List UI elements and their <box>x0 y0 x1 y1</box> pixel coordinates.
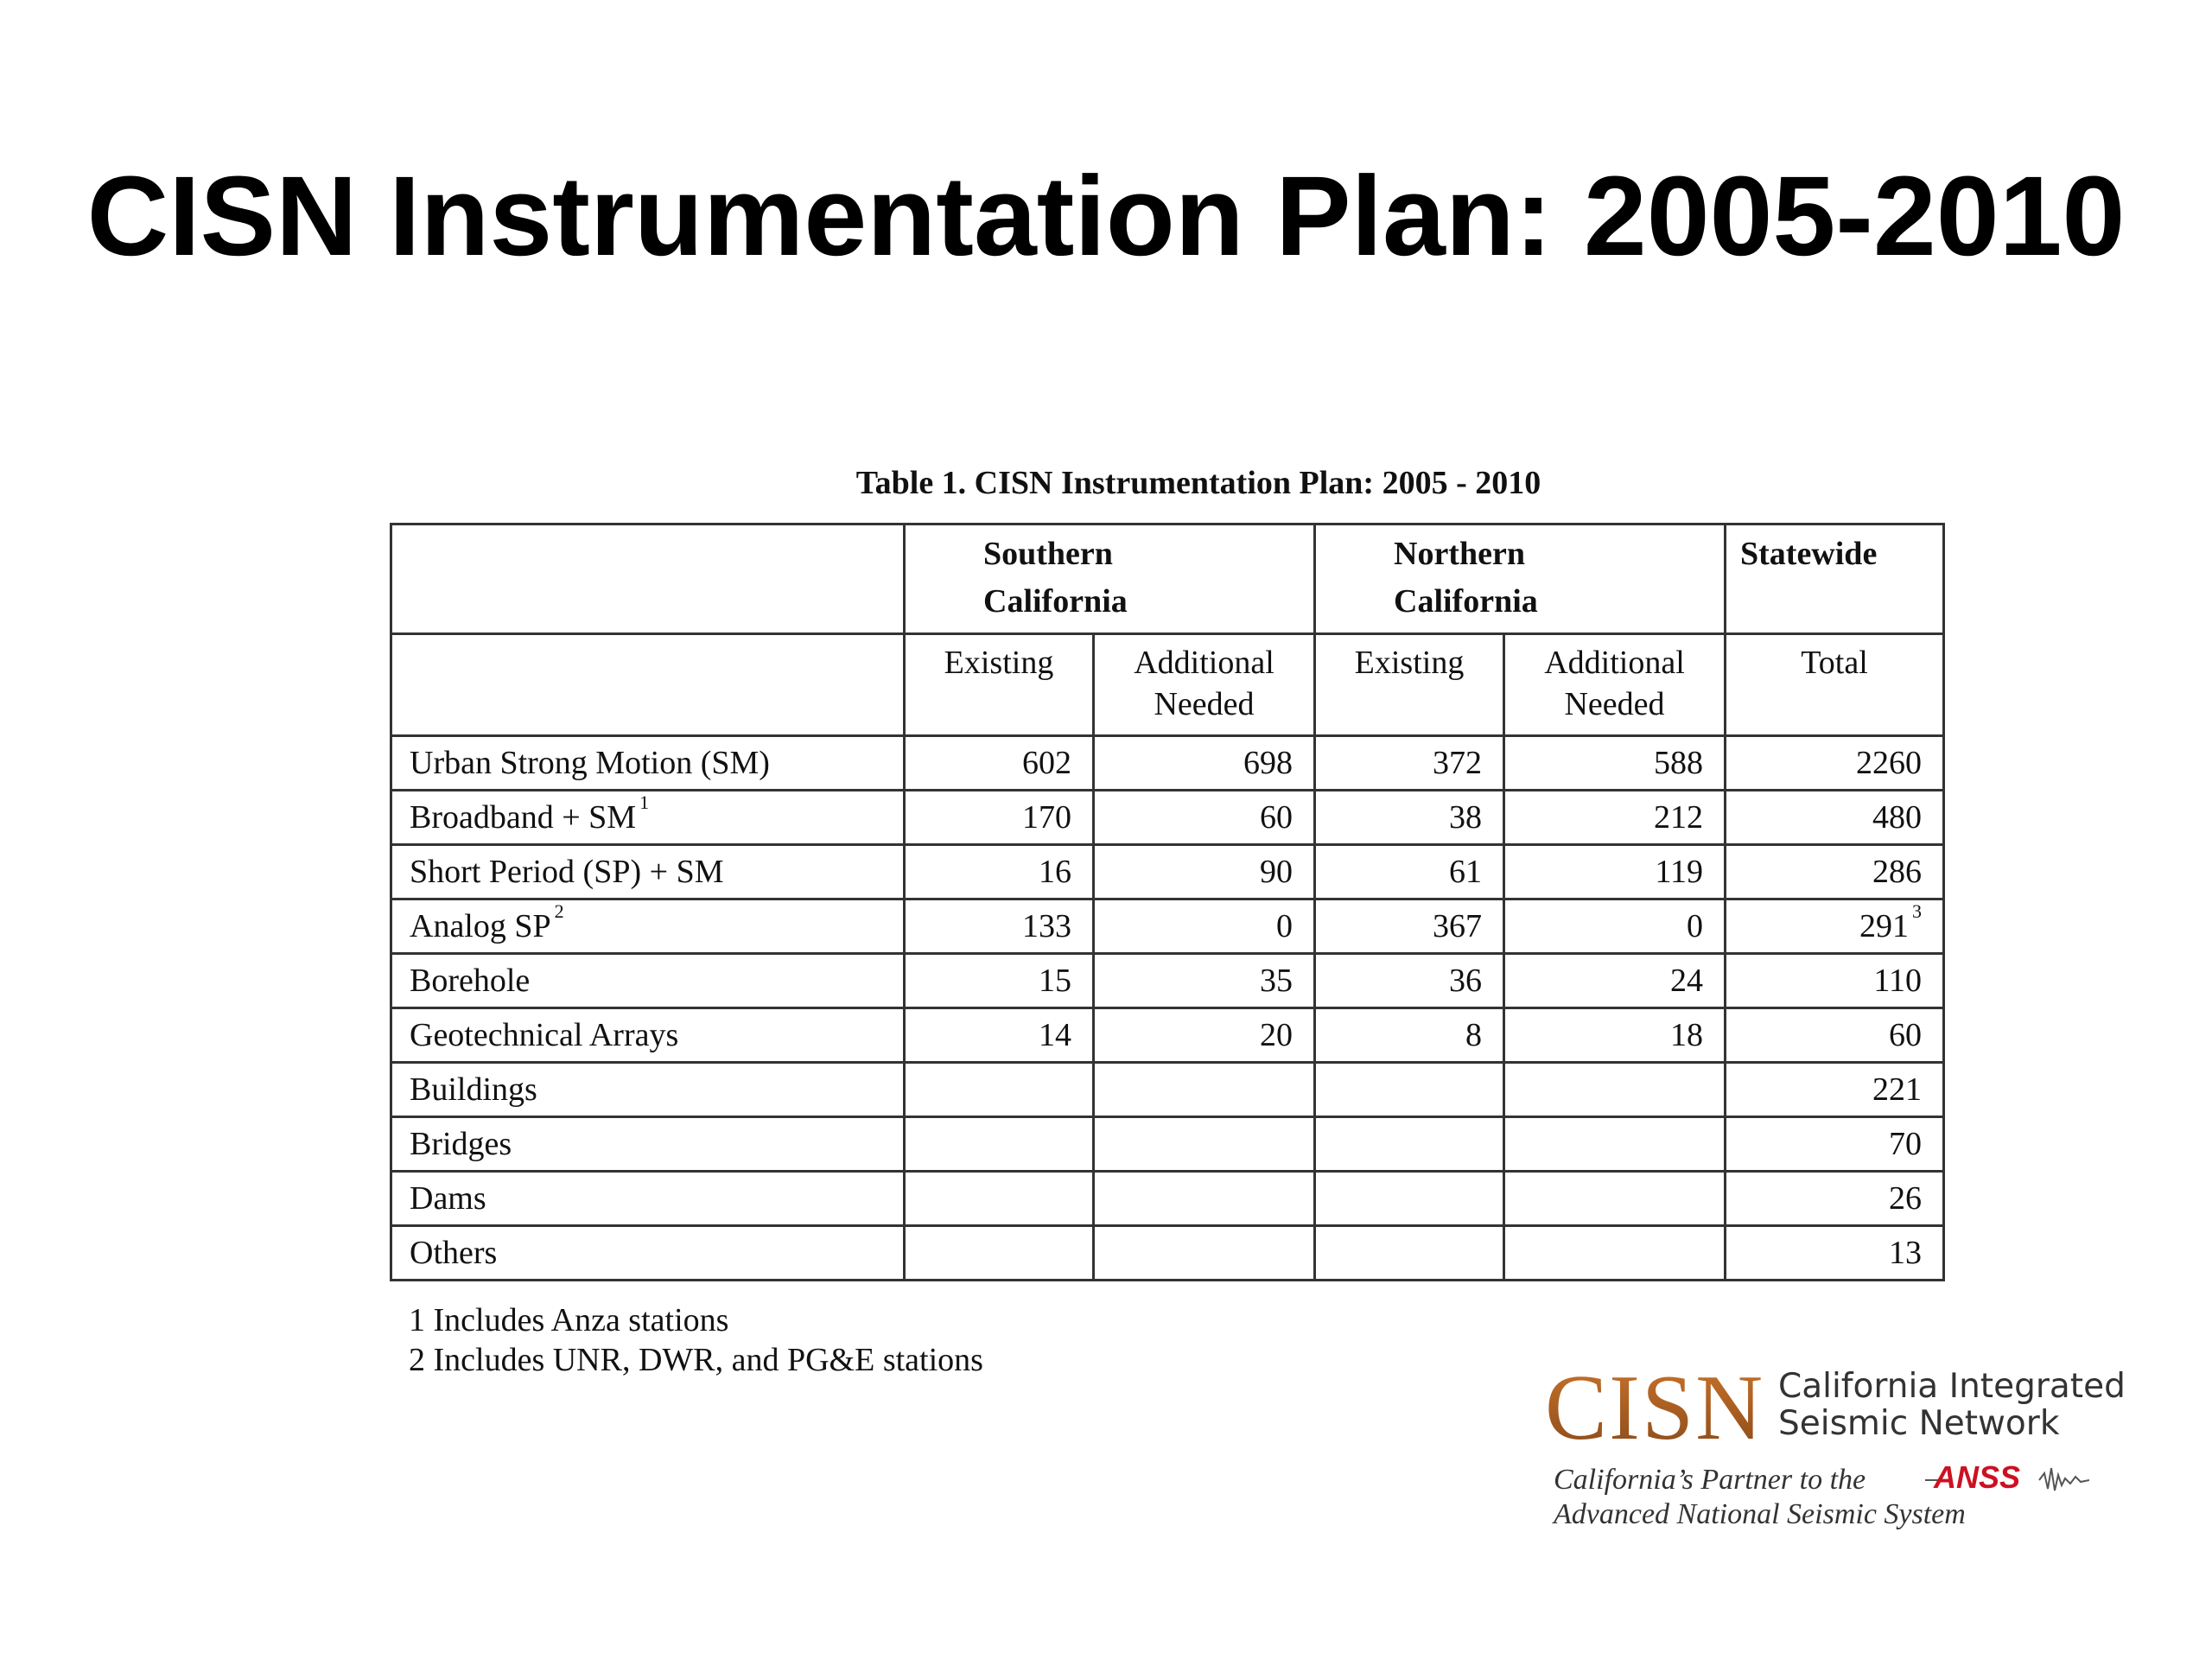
cell-south-existing <box>905 791 1094 845</box>
header-north-additional-line1: Additional <box>1544 645 1685 681</box>
cell-north-existing <box>1315 954 1504 1008</box>
cell-south-additional <box>1094 1117 1315 1172</box>
row-label-text: Geotechnical Arrays <box>410 1017 679 1053</box>
row-label-text: Bridges <box>410 1126 512 1162</box>
cell-south-existing <box>905 899 1094 954</box>
cell-south-additional <box>1094 1226 1315 1281</box>
cell-value: 367 <box>1433 908 1482 944</box>
header-north-existing: Existing <box>1315 634 1504 736</box>
cell-total <box>1726 845 1944 899</box>
row-label-text: Short Period (SP) + SM <box>410 854 724 890</box>
cell-south-additional <box>1094 845 1315 899</box>
cell-value: 36 <box>1449 963 1482 999</box>
cell-value: 291 <box>1859 908 1909 944</box>
cell-south-existing <box>905 1172 1094 1226</box>
cell-north-additional <box>1504 736 1726 791</box>
table-row <box>391 1008 1944 1063</box>
table-row <box>391 954 1944 1008</box>
cell-value: 212 <box>1654 799 1703 836</box>
anss-wordmark: ANSS <box>1934 1459 2021 1495</box>
cisn-logo-tagline <box>1554 1463 1966 1532</box>
cell-value: 60 <box>1260 799 1293 836</box>
cisn-logo <box>1545 1357 2126 1534</box>
header-south-additional <box>1094 634 1315 736</box>
cisn-logo-tagline-line1: California’s Partner to the <box>1554 1464 1866 1496</box>
row-label <box>391 899 905 954</box>
row-label-text: Borehole <box>410 963 531 999</box>
cisn-logo-name <box>1778 1368 2126 1442</box>
footnote-2: 2 Includes UNR, DWR, and PG&E stations <box>409 1342 983 1378</box>
table-header-regions <box>391 524 1944 634</box>
table-caption: Table 1. CISN Instrumentation Plan: 2005 - 2010 <box>855 465 1541 501</box>
cell-north-existing <box>1315 736 1504 791</box>
cisn-logo-name-line2: Seismic Network <box>1778 1404 2060 1443</box>
slide-title: CISN Instrumentation Plan: 2005-2010 <box>86 152 2126 279</box>
table-row <box>391 845 1944 899</box>
cell-south-additional <box>1094 1063 1315 1117</box>
table-row <box>391 736 1944 791</box>
cell-north-existing <box>1315 1117 1504 1172</box>
cell-value: 8 <box>1465 1017 1482 1053</box>
anss-logo <box>1925 1458 2089 1501</box>
cell-south-additional <box>1094 1008 1315 1063</box>
cell-value: 480 <box>1872 799 1922 836</box>
table-row <box>391 791 1944 845</box>
header-southern-line2: California <box>983 583 1128 620</box>
row-label-text: Broadband + SM <box>410 799 637 836</box>
cell-south-additional <box>1094 1172 1315 1226</box>
cisn-logo-name-line1: California Integrated <box>1778 1367 2126 1406</box>
row-label-text: Analog SP <box>410 908 551 944</box>
row-label <box>391 1226 905 1281</box>
header-empty-cell <box>391 634 905 736</box>
row-label <box>391 845 905 899</box>
cell-north-additional <box>1504 954 1726 1008</box>
cell-total <box>1726 899 1944 954</box>
cell-value: 0 <box>1687 908 1703 944</box>
row-label <box>391 1063 905 1117</box>
cisn-logo-mark: CISN <box>1545 1357 1765 1459</box>
header-northern-line2: California <box>1394 583 1538 620</box>
cell-value: 170 <box>1022 799 1071 836</box>
cell-south-existing <box>905 1117 1094 1172</box>
table-row <box>391 1172 1944 1226</box>
cell-south-existing <box>905 1226 1094 1281</box>
cell-total <box>1726 1117 1944 1172</box>
cell-value: 70 <box>1889 1126 1922 1162</box>
cell-value: 221 <box>1872 1071 1922 1108</box>
table-row <box>391 1226 1944 1281</box>
cell-south-additional <box>1094 791 1315 845</box>
cell-south-additional <box>1094 736 1315 791</box>
cell-value: 286 <box>1872 854 1922 890</box>
row-label-text: Dams <box>410 1180 486 1217</box>
cell-value: 90 <box>1260 854 1293 890</box>
cell-total <box>1726 1226 1944 1281</box>
cell-value: 0 <box>1276 908 1293 944</box>
cisn-logo-tagline-line2: Advanced National Seismic System <box>1554 1498 1966 1530</box>
cell-value: 26 <box>1889 1180 1922 1217</box>
cell-value: 372 <box>1433 745 1482 781</box>
cell-value: 2260 <box>1856 745 1922 781</box>
cell-north-additional <box>1504 1226 1726 1281</box>
cell-value: 110 <box>1873 963 1922 999</box>
cell-north-existing <box>1315 791 1504 845</box>
total-footnote-marker: 3 <box>1912 900 1922 922</box>
header-northern-line1: Northern <box>1394 536 1525 572</box>
row-label-text: Buildings <box>410 1071 537 1108</box>
header-southern-california <box>905 524 1315 634</box>
header-north-additional <box>1504 634 1726 736</box>
cell-south-existing <box>905 954 1094 1008</box>
row-label-footnote-marker: 1 <box>639 791 650 813</box>
cell-value: 119 <box>1655 854 1703 890</box>
cell-value: 698 <box>1243 745 1293 781</box>
header-statewide: Statewide <box>1726 524 1944 634</box>
table-header-columns <box>391 634 1944 736</box>
cell-value: 133 <box>1022 908 1071 944</box>
cell-value: 14 <box>1039 1017 1071 1053</box>
header-south-existing: Existing <box>905 634 1094 736</box>
cell-south-additional <box>1094 954 1315 1008</box>
cell-north-existing <box>1315 899 1504 954</box>
table-row <box>391 1117 1944 1172</box>
cell-north-additional <box>1504 1063 1726 1117</box>
header-north-additional-line2: Needed <box>1564 686 1665 722</box>
cell-value: 60 <box>1889 1017 1922 1053</box>
cell-total <box>1726 954 1944 1008</box>
cell-north-existing <box>1315 845 1504 899</box>
row-label-text: Urban Strong Motion (SM) <box>410 745 770 781</box>
cell-total <box>1726 736 1944 791</box>
cell-north-additional <box>1504 791 1726 845</box>
header-northern-california <box>1315 524 1726 634</box>
cell-north-additional <box>1504 845 1726 899</box>
cell-south-existing <box>905 1008 1094 1063</box>
header-empty-cell <box>391 524 905 634</box>
cell-value: 15 <box>1039 963 1071 999</box>
cell-north-additional <box>1504 1008 1726 1063</box>
cell-total <box>1726 1172 1944 1226</box>
row-label <box>391 736 905 791</box>
cell-value: 61 <box>1449 854 1482 890</box>
cell-value: 16 <box>1039 854 1071 890</box>
instrumentation-table <box>390 523 1945 1281</box>
header-total: Total <box>1726 634 1944 736</box>
cell-value: 18 <box>1670 1017 1703 1053</box>
cell-north-existing <box>1315 1008 1504 1063</box>
cell-total <box>1726 1008 1944 1063</box>
cell-value: 20 <box>1260 1017 1293 1053</box>
row-label-text: Others <box>410 1235 498 1271</box>
footnote-1: 1 Includes Anza stations <box>409 1302 729 1338</box>
cell-total <box>1726 1063 1944 1117</box>
row-label <box>391 1008 905 1063</box>
cell-value: 13 <box>1889 1235 1922 1271</box>
cell-north-existing <box>1315 1172 1504 1226</box>
cell-south-existing <box>905 736 1094 791</box>
cell-value: 24 <box>1670 963 1703 999</box>
header-south-additional-line1: Additional <box>1134 645 1274 681</box>
cell-south-additional <box>1094 899 1315 954</box>
cell-value: 588 <box>1654 745 1703 781</box>
table-row <box>391 899 1944 954</box>
cell-south-existing <box>905 845 1094 899</box>
row-label <box>391 1172 905 1226</box>
cell-value: 35 <box>1260 963 1293 999</box>
header-south-additional-line2: Needed <box>1154 686 1255 722</box>
row-label-footnote-marker: 2 <box>554 900 564 922</box>
cell-total <box>1726 791 1944 845</box>
row-label <box>391 791 905 845</box>
table-row <box>391 1063 1944 1117</box>
cell-north-existing <box>1315 1063 1504 1117</box>
row-label <box>391 1117 905 1172</box>
cell-north-existing <box>1315 1226 1504 1281</box>
cell-value: 602 <box>1022 745 1071 781</box>
cell-value: 38 <box>1449 799 1482 836</box>
cell-north-additional <box>1504 1172 1726 1226</box>
header-southern-line1: Southern <box>983 536 1113 572</box>
cell-south-existing <box>905 1063 1094 1117</box>
row-label <box>391 954 905 1008</box>
cell-north-additional <box>1504 899 1726 954</box>
cell-north-additional <box>1504 1117 1726 1172</box>
